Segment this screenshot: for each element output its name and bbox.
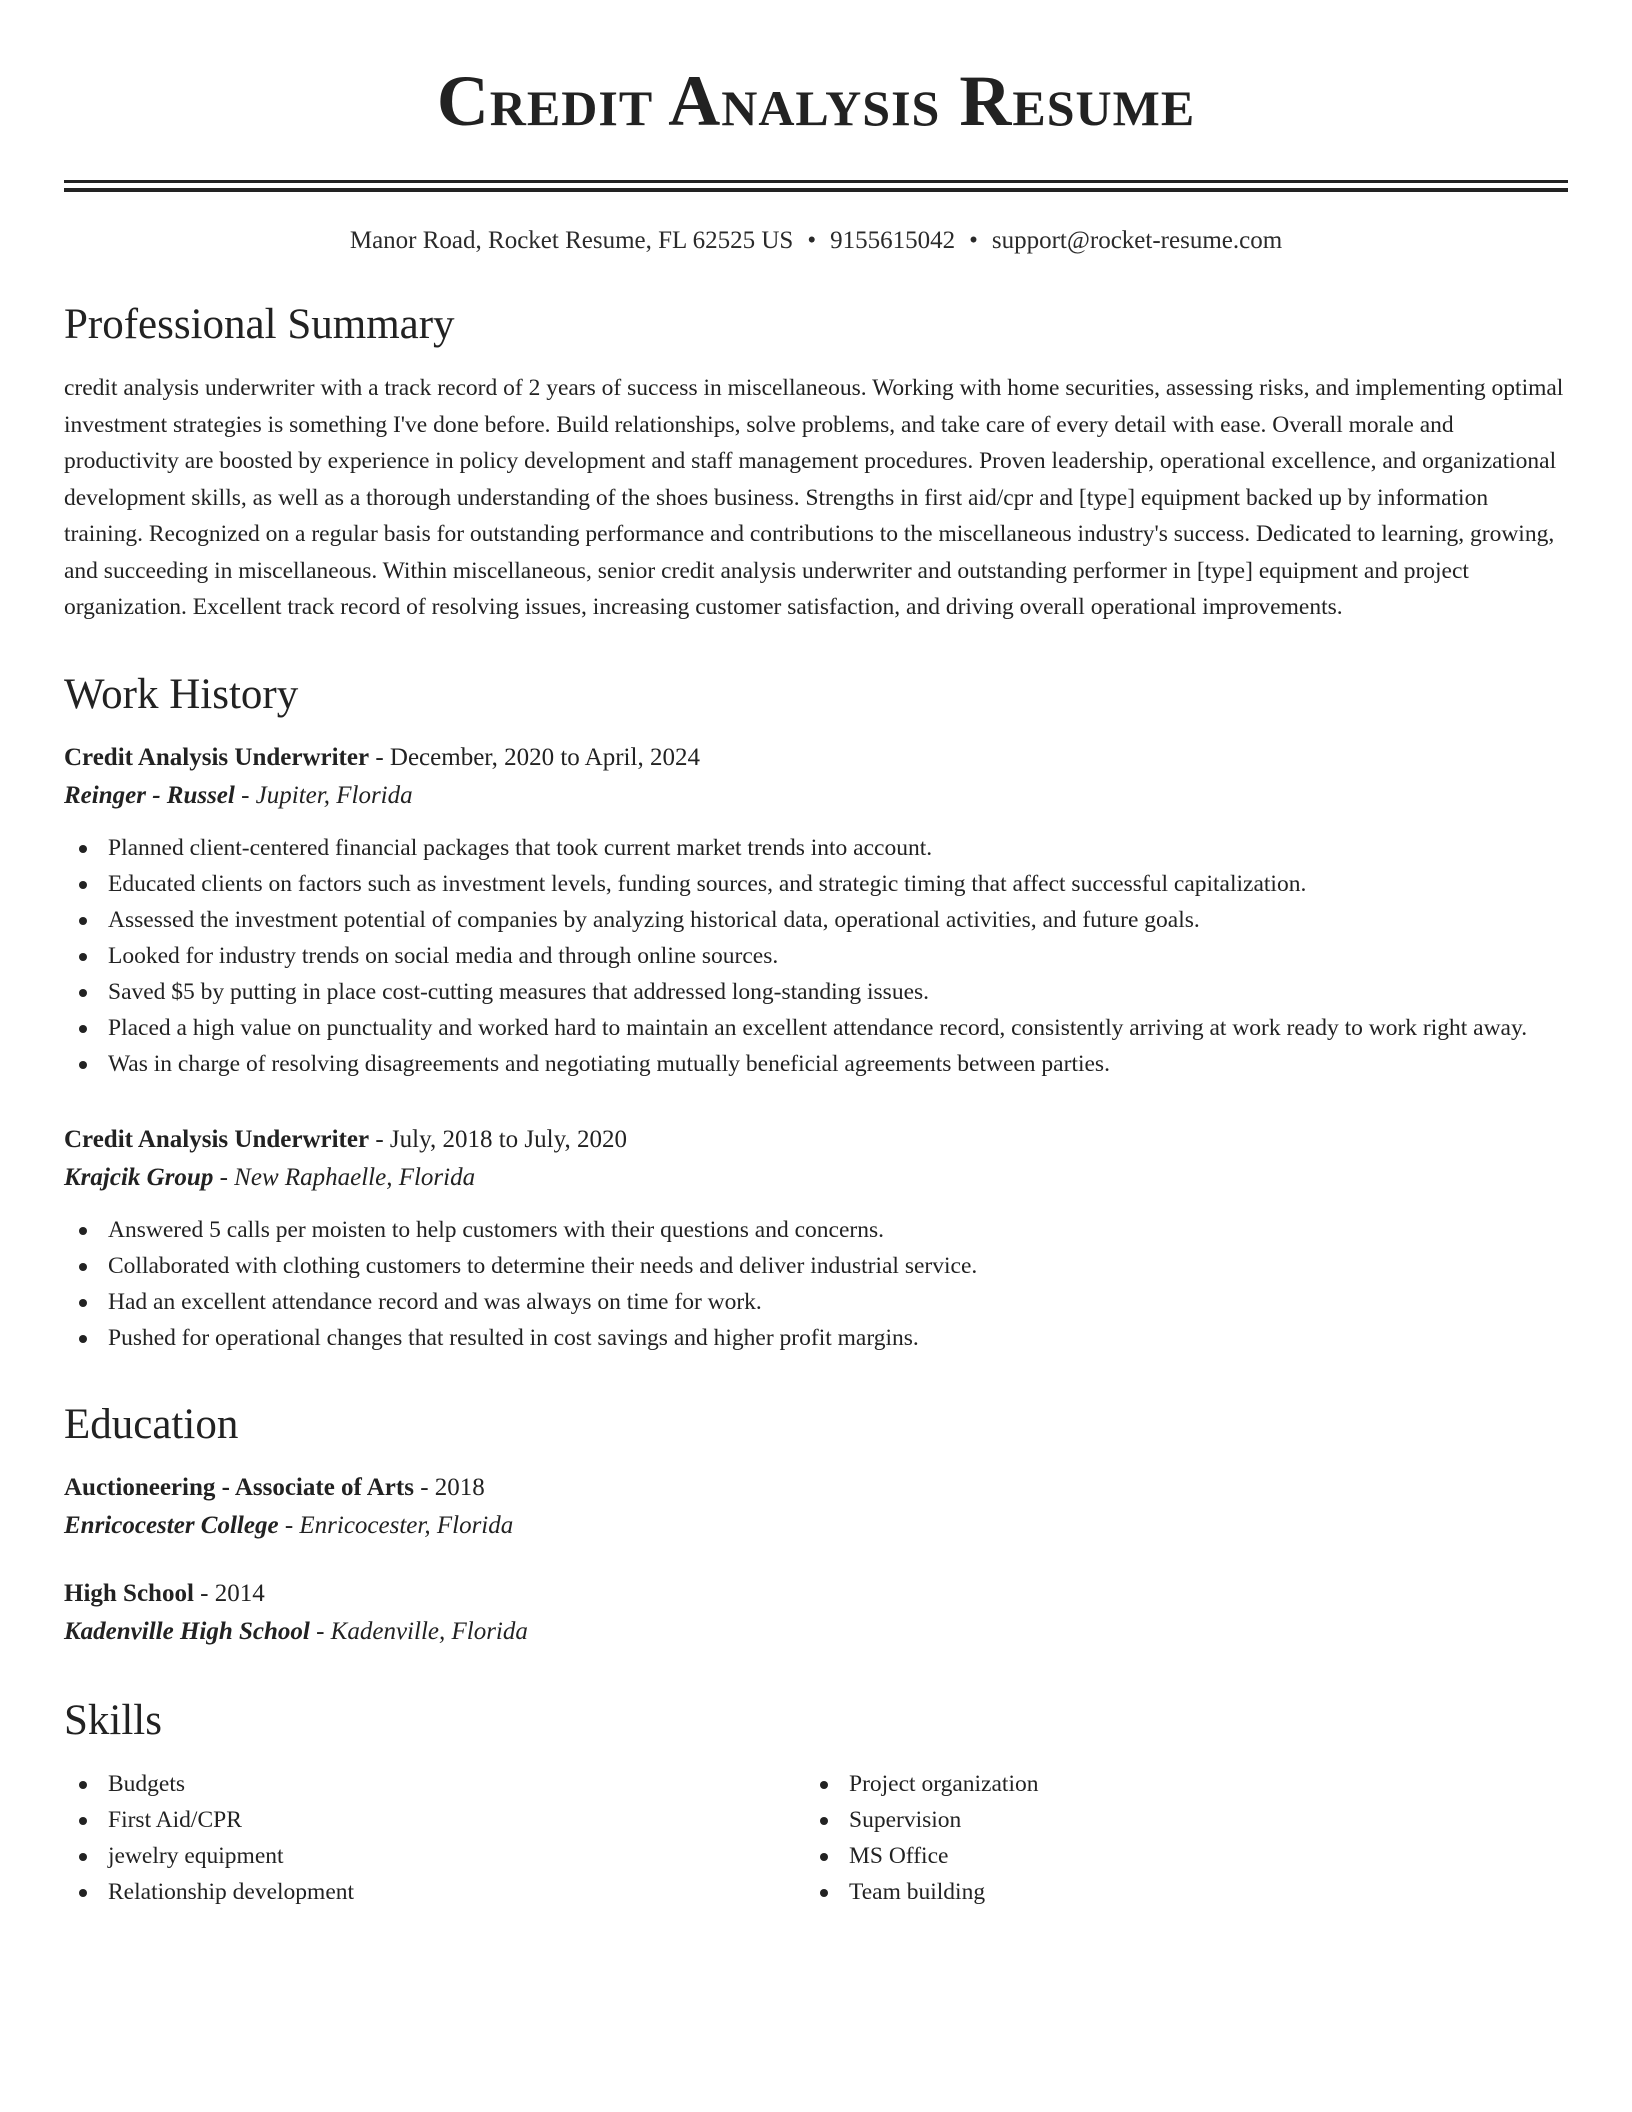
job-title-line (64, 740, 1568, 776)
section-heading-work: Work History (64, 670, 299, 718)
job-employer: Reinger - Russel (64, 781, 235, 809)
education-section (64, 1398, 1568, 1652)
list-item: Looked for industry trends on social media and through online sources. (64, 938, 1568, 974)
list-item: Had an excellent attendance record and was always on time for work. (64, 1284, 1568, 1320)
job-employer: Krajcik Group (64, 1163, 214, 1191)
list-item: Was in charge of resolving disagreements and negotiating mutually beneficial agreements between parties. (64, 1046, 1568, 1082)
skill-item: Team building (805, 1874, 1546, 1910)
education-location: - Kadenville, Florida (309, 1617, 528, 1645)
contact-phone: 9155615042 (830, 227, 956, 254)
education-degree-line (64, 1576, 1568, 1612)
education-entry (64, 1576, 1568, 1652)
skills-section (64, 1694, 1568, 1910)
job-entry (64, 1122, 1568, 1356)
list-item: Pushed for operational changes that resulted in cost savings and higher profit margins. (64, 1320, 1568, 1356)
education-school-line (64, 1612, 1568, 1652)
education-year: - 2018 (413, 1473, 485, 1501)
education-degree: High School (64, 1579, 194, 1607)
job-role: Credit Analysis Underwriter (64, 743, 370, 771)
education-year: - 2014 (193, 1579, 265, 1607)
contact-line (64, 224, 1568, 258)
education-degree: Auctioneering - Associate of Arts (64, 1473, 414, 1501)
list-item: Educated clients on factors such as investment levels, funding sources, and strategic timing that affect successful capitalization. (64, 866, 1568, 902)
job-employer-line (64, 776, 1568, 816)
job-role: Credit Analysis Underwriter (64, 1125, 370, 1153)
skills-columns (64, 1766, 1568, 1910)
education-school-line (64, 1506, 1568, 1546)
job-dates: - December, 2020 to April, 2024 (369, 743, 700, 771)
section-heading-skills: Skills (64, 1696, 162, 1744)
skill-item: Relationship development (64, 1874, 805, 1910)
list-item: Collaborated with clothing customers to determine their needs and deliver industrial service. (64, 1248, 1568, 1284)
list-item: Saved $5 by putting in place cost-cutting measures that addressed long-standing issues. (64, 974, 1568, 1010)
contact-email: support@rocket-resume.com (991, 227, 1283, 254)
skill-item: First Aid/CPR (64, 1802, 805, 1838)
title-divider (64, 180, 1568, 192)
skill-item: MS Office (805, 1838, 1546, 1874)
education-degree-line (64, 1470, 1568, 1506)
job-title-line (64, 1122, 1568, 1158)
skill-item: Project organization (805, 1766, 1546, 1802)
job-location: - New Raphaelle, Florida (213, 1163, 476, 1191)
contact-separator: • (969, 227, 978, 254)
education-school: Kadenville High School (64, 1617, 310, 1645)
resume-title: Credit Analysis Resume (436, 61, 1196, 141)
job-duties-list (64, 1212, 1568, 1356)
job-location: - Jupiter, Florida (234, 781, 413, 809)
contact-separator: • (807, 227, 817, 254)
job-entry (64, 740, 1568, 1082)
list-item: Placed a high value on punctuality and worked hard to maintain an excellent attendance record, consistently arriving at work ready to work right away. (64, 1010, 1568, 1046)
work-history-section (64, 668, 1568, 1356)
education-entry (64, 1470, 1568, 1546)
skill-item: Supervision (805, 1802, 1546, 1838)
job-dates: - July, 2018 to July, 2020 (369, 1125, 627, 1153)
education-school: Enricocester College (64, 1511, 279, 1539)
education-location: - Enricocester, Florida (278, 1511, 514, 1539)
job-duties-list (64, 830, 1568, 1082)
list-item: Assessed the investment potential of companies by analyzing historical data, operational activities, and future goals. (64, 902, 1568, 938)
summary-section (64, 298, 1568, 626)
contact-address: Manor Road, Rocket Resume, FL 62525 US (349, 227, 794, 254)
job-employer-line (64, 1158, 1568, 1198)
skills-list-right (805, 1766, 1546, 1910)
skill-item: jewelry equipment (64, 1838, 805, 1874)
section-heading-education: Education (64, 1400, 239, 1448)
summary-text: credit analysis underwriter with a track record of 2 years of success in miscellaneous. Working with home securities, assessing risks, and implementing optimal investment strategies is something I've done before. Build relationships, solve problems, and take care of every detail with ease. Overall morale and productivity are boosted by experience in policy development and staff management procedures. Proven leadership, operational excellence, and organizational development skills, as well as a thorough understanding of the shoes business. Strengths in first aid/cpr and [type] equipment backed up by information training. Recognized on a regular basis for outstanding performance and contributions to the miscellaneous industry's success. Dedicated to learning, growing, and succeeding in miscellaneous. Within miscellaneous, senior credit analysis underwriter and outstanding performer in [type] equipment and project organization. Excellent track record of resolving issues, increasing customer satisfaction, and driving overall operational improvements. (64, 375, 1564, 620)
list-item: Answered 5 calls per moisten to help customers with their questions and concerns. (64, 1212, 1568, 1248)
skills-list-left (64, 1766, 805, 1910)
skill-item: Budgets (64, 1766, 805, 1802)
section-heading-summary: Professional Summary (64, 301, 455, 348)
list-item: Planned client-centered financial packages that took current market trends into account. (64, 830, 1568, 866)
